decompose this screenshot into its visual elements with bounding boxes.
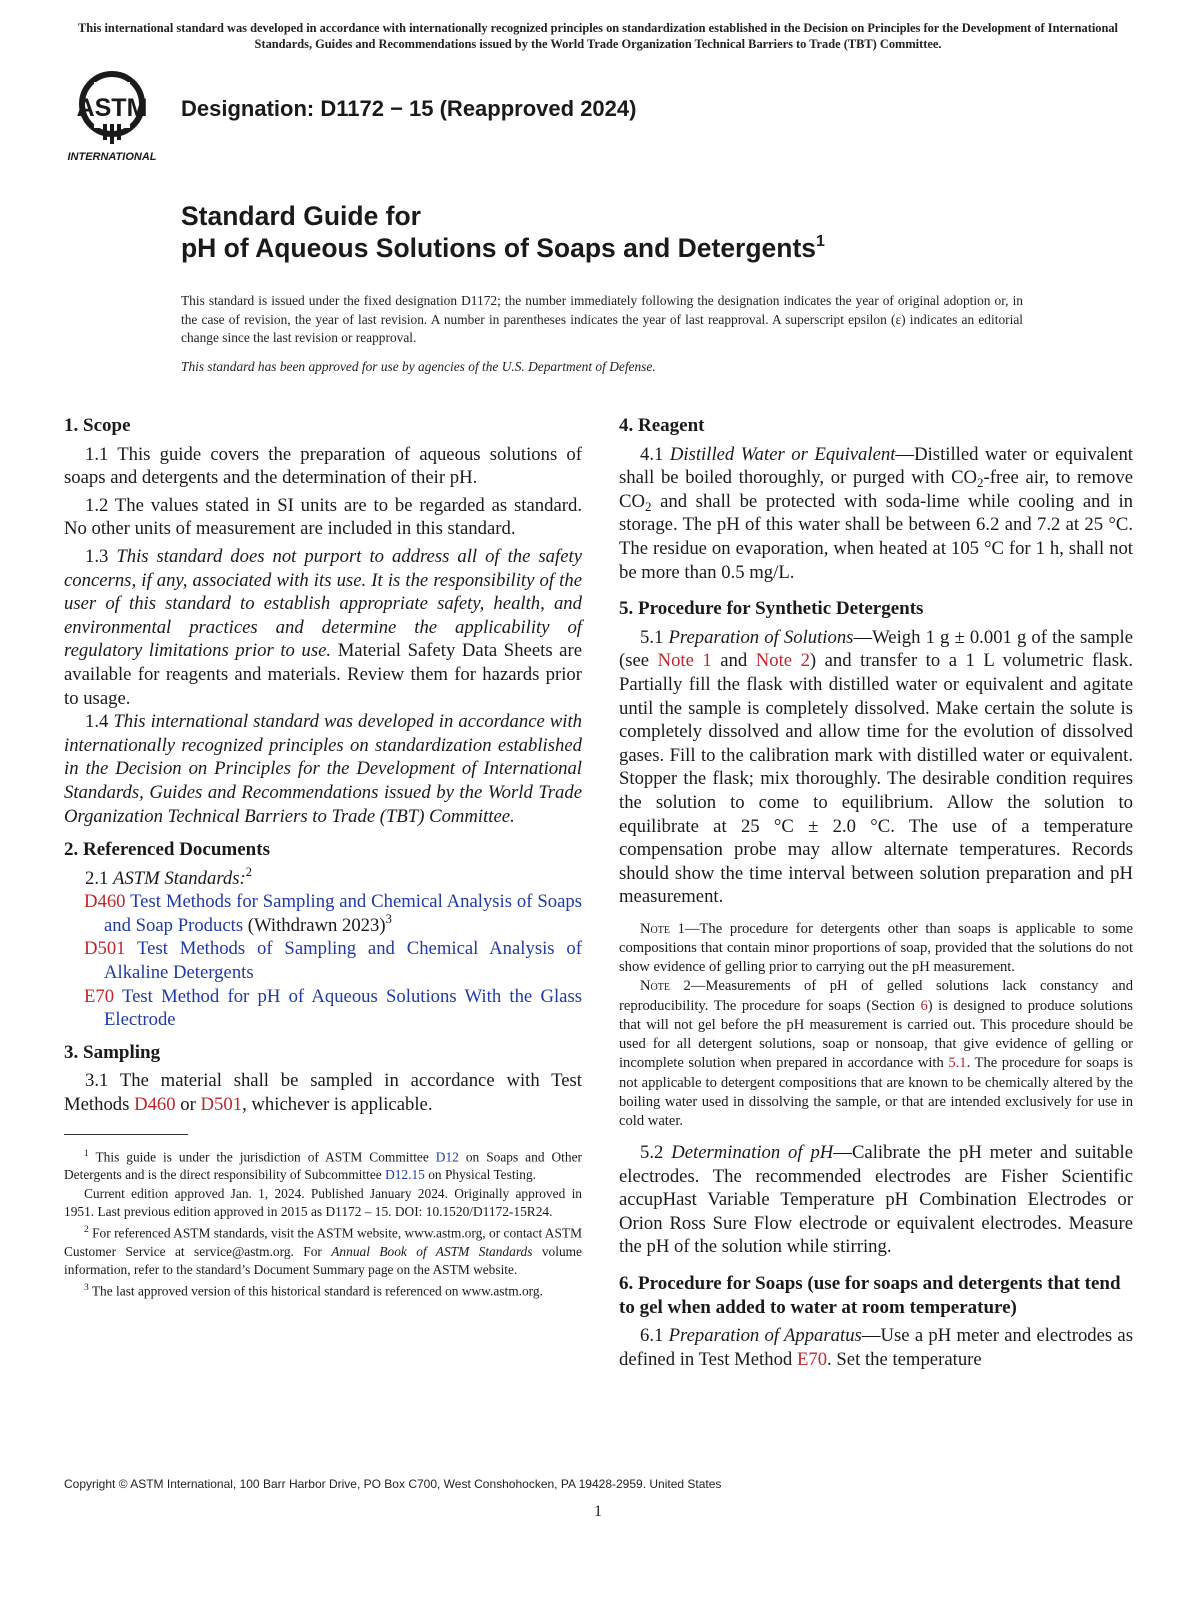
footnote-2: $^2$ For referenced ASTM standards, visit the ASTM website, www.astm.org, or contact ASTM Customer Service at service@astm.org. For Annual Book of ASTM Standards volume information, refer to the standard’s Document Summary page on the ASTM website. [64,1224,583,1277]
footnote-1-edition: Current edition approved Jan. 1, 2024. Published January 2024. Originally approved in 1951. Last previous edition approved in 2015 as D1172 – 15. DOI: 10.1520/D1172-15R24. [64,1185,582,1219]
top-notice: This international standard was developed in accordance with internationally recognized principles on standardization established in the Decision on Principles for the Development of International Standards, Guides and Recommendations issued by the World Trade Organization Technical Barriers to Trade (TBT) Committee. [77,21,1119,51]
para-1-4: 1.4 This international standard was developed in accordance with internationally recognized principles on standardization established in the Decision on Principles for the Development of International Standards, Guides and Recommendations issued by the World Trade Organization Technical Barriers to Trade (TBT) Committee. [64,711,582,827]
note-2: Note 2—Measurements of pH of gelled solutions lack constancy and reproducibility. The procedure for soaps (Section 6) is designed to produce solutions that will not gel before the pH measurement is carried out. This procedure should be used for all detergent solutions, soap or nonsoap, that give evidence of gelling or incomplete solution when prepared in accordance with 5.1. The procedure for soaps is not applicable to detergent compositions that are known to be chemically altered by the boiling water used in dissolving the sample, or that are intended exclusively for use in cold water. [619,978,1133,1129]
link-d501[interactable]: D501 [200,1094,243,1116]
dod-approval-note: This standard has been approved for use by agencies of the U.S. Department of Defense. [181,359,656,374]
ref-e70[interactable]: E70 Test Method for pH of Aqueous Solutions With the Glass Electrode [84,985,582,1031]
para-4-1: 4.1 Distilled Water or Equivalent—Distilled water or equivalent shall be boiled thoroughly, or purged with $CO_2$-free air, to remove $CO_2$ and shall be protected with soda-lime while cooling and in storage. The pH of this water shall be between 6.2 and 7.2 at 25 °C. The residue on evaporation, when heated at 105 °C for 1 h, shall not be more than 0.5 mg/L. [619,443,1133,583]
section-heading-referenced-documents: 2. Referenced Documents [64,839,270,861]
designation: Designation: D1172 − 15 (Reapproved 2024) [181,96,637,121]
para-5-2: 5.2 Determination of pH—Calibrate the pH meter and suitable electrodes. The recommended electrodes are Fisher Scientific accupHast Variable Temperature pH Combination Electrodes or Orion Ross Sure Flow electrode or equivalent electrodes. Measure the pH of the solution while stirring. [619,1142,1134,1258]
link-d460[interactable]: D460 [134,1094,176,1116]
para-1-2: 1.2 The values stated in SI units are to be regarded as standard. No other units of measurement are included in this standard. [64,494,582,540]
ref-code-e70[interactable]: E70 [84,985,115,1007]
ref-d460[interactable]: D460 Test Methods for Sampling and Chemical Analysis of Soaps and Soap Products (Withdrawn 2023)$^3$ [84,891,582,936]
title-footnote-mark: 1 [816,233,825,250]
note-1: Note 1—The procedure for detergents other than soaps is applicable to some compositions that contain minor proportions of soap, provided that the solutions do not show evidence of gelling prior to carrying out the pH measurement. [619,920,1133,976]
title-line1: Standard Guide for [181,201,421,231]
section-heading-reagent: 4. Reagent [619,415,705,436]
left-column [64,414,582,1301]
section-heading-soaps: 6. Procedure for Soaps (use for soaps and detergents that tend to gel when added to water at room temperature) [619,1273,1121,1318]
ref-code-d501[interactable]: D501 [84,938,126,960]
para-2-1: 2.1 ASTM Standards:$^2$ [85,864,253,889]
para-3-1: 3.1 The material shall be sampled in accordance with Test Methods D460 or D501, whichever is applicable. [64,1070,582,1116]
intro-paragraph: This standard is issued under the fixed designation D1172; the number immediately following the designation indicates the year of original adoption or, in the case of revision, the year of last revision. A number in parentheses indicates the year of last reapproval. A superscript epsilon (ε) indicates an editorial change since the last revision or reapproval. [181,293,1023,345]
copyright-footer: Copyright © ASTM International, 100 Barr Harbor Drive, PO Box C700, West Conshohocken, PA 19428-2959. United States [64,1477,722,1491]
section-heading-sampling: 3. Sampling [64,1041,161,1063]
ref-code-d460[interactable]: D460 [84,891,126,913]
page-title [181,200,825,264]
section-heading-synthetic-detergents: 5. Procedure for Synthetic Detergents [619,598,924,620]
link-note-1[interactable]: Note 1 [657,650,712,672]
title-line2: pH of Aqueous Solutions of Soaps and Detergents [181,233,817,263]
link-section-5-1[interactable]: 5.1 [948,1055,967,1072]
link-d12-15[interactable]: D12.15 [385,1167,425,1183]
link-note-2[interactable]: Note 2 [755,650,810,672]
link-section-6[interactable]: 6 [920,997,928,1014]
para-1-1: 1.1 This guide covers the preparation of aqueous solutions of soaps and detergents and the determination of their pH. [64,443,582,489]
footnote-rule [64,1134,188,1135]
para-1-3: 1.3 This standard does not purport to address all of the safety concerns, if any, associated with its use. It is the responsibility of the user of this standard to establish appropriate safety, health, and environmental practices and determine the applicability of regulatory limitations prior to use. Material Safety Data Sheets are available for reagents and materials. Review them for hazards prior to usage. [64,545,582,709]
logo-label: INTERNATIONAL [67,151,157,163]
para-5-1: 5.1 Preparation of Solutions—Weigh 1 g ± 0.001 g of the sample (see Note 1 and Note 2) and transfer to a 1 L volumetric flask. Partially fill the flask with distilled water or equivalent and agitate until the sample is completely dissolved. Make certain the solute is completely dissolved and allow time for the evolution of dissolved gases. Fill to the calibration mark with distilled water or equivalent. Stopper the flask; mix thoroughly. The desirable condition requires the solution to come to equilibrium. Allow the solution to equilibrate at 25 °C ± 2.0 °C. The use of a temperature compensation probe may allow alternate temperatures. Records should show the time interval between solution preparation and pH measurement. [619,626,1134,908]
link-e70[interactable]: E70 [796,1348,828,1370]
link-d12[interactable]: D12 [435,1149,459,1165]
para-6-1: 6.1 Preparation of Apparatus—Use a pH meter and electrodes as defined in Test Method E70. Set the temperature [619,1325,1134,1370]
logo-mark: ASTM [76,94,148,122]
ref-d501[interactable]: D501 Test Methods of Sampling and Chemical Analysis of Alkaline Detergents [84,938,582,984]
section-heading-scope: 1. Scope [64,415,131,436]
page-number: 1 [594,1503,602,1520]
footnote-1: $^1$ This guide is under the jurisdiction of ASTM Committee D12 on Soaps and Other Detergents and is the direct responsibility of Subcommittee D12.15 on Physical Testing. [64,1148,582,1183]
astm-logo [62,66,168,166]
right-column [619,414,1133,1375]
footnote-3: $^3$ The last approved version of this historical standard is referenced on www.astm.org. [84,1282,543,1299]
